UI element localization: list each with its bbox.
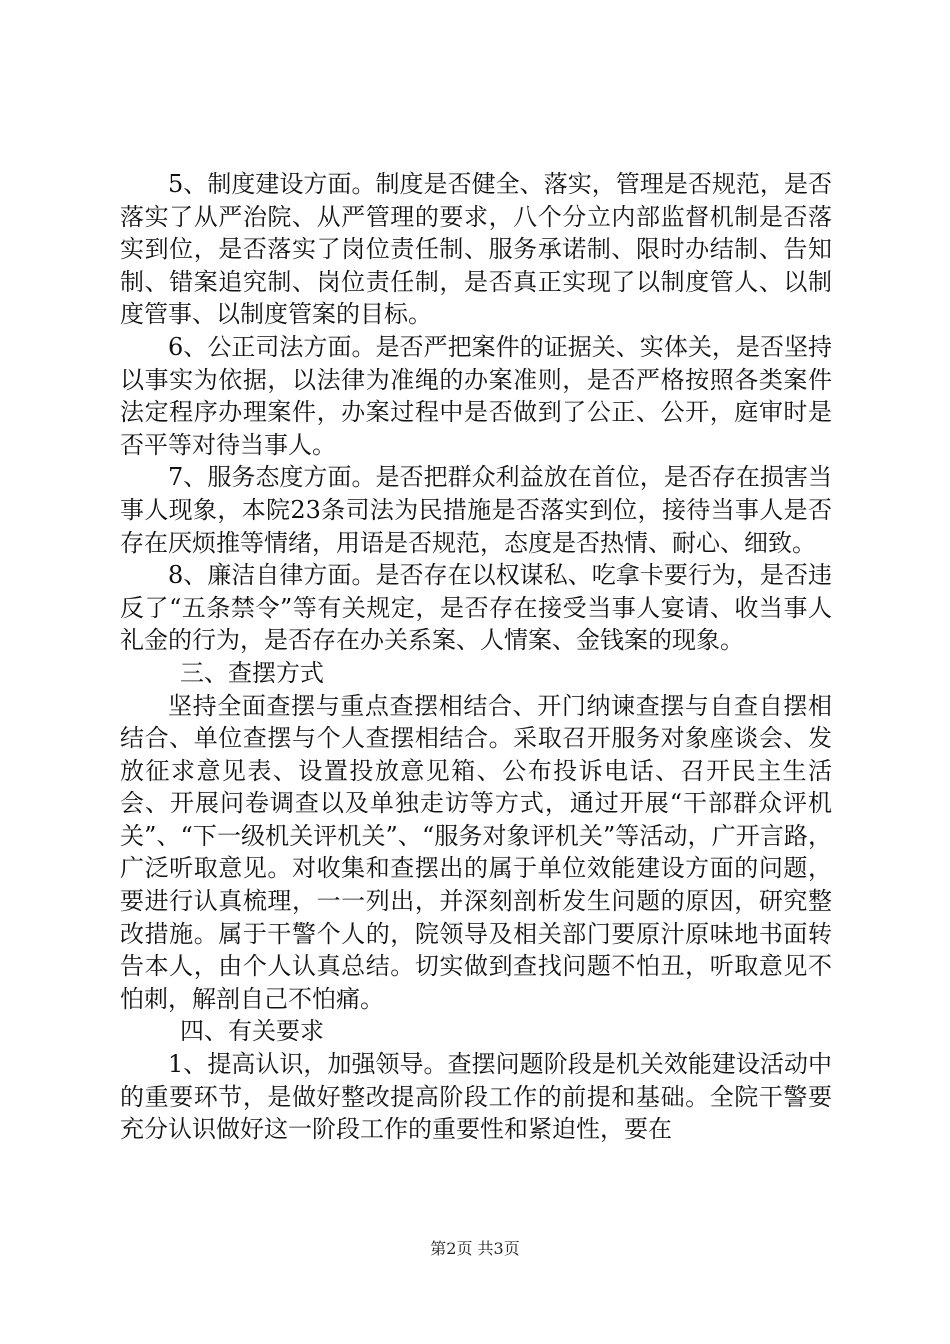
paragraph-8-integrity: 8、廉洁自律方面。是否存在以权谋私、吃拿卡要行为，是否违反了“五条禁令”等有关规定，是否存在接受当事人宴请、收当事人礼金的行为，是否存在办关系案、人情案、金钱案的现象。 bbox=[120, 561, 832, 655]
document-body bbox=[120, 168, 832, 1146]
section-heading-4: 四、有关要求 bbox=[180, 1017, 324, 1046]
paragraph-requirement-1: 1、提高认识，加强领导。查摆问题阶段是机关效能建设活动中的重要环节，是做好整改提高阶段工作的前提和基础。全院干警要充分认识做好这一阶段工作的重要性和紧迫性，要在 bbox=[120, 1050, 832, 1144]
paragraph-7-service-attitude: 7、服务态度方面。是否把群众利益放在首位，是否存在损害当事人现象，本院23条司法为民措施是否落实到位，接待当事人是否存在厌烦推等情绪，用语是否规范，态度是否热情、耐心、细致。 bbox=[120, 463, 832, 557]
paragraph-inspection-methods: 坚持全面查摆与重点查摆相结合、开门纳谏查摆与自查自摆相结合、单位查摆与个人查摆相结合。采取召开服务对象座谈会、发放征求意见表、设置投放意见箱、公布投诉电话、召开民主生活会、开展问卷调查以及单独走访等方式，通过开展“干部群众评机关”、“下一级机关评机关”、“服务对象评机关”等活动，广开言路，广泛听取意见。对收集和查摆出的属于单位效能建设方面的问题，要进行认真梳理，一一列出，并深刻剖析发生问题的原因，研究整改措施。属于干警个人的，院领导及相关部门要原汁原味地书面转告本人，由个人认真总结。切实做到查找问题不怕丑，听取意见不怕刺，解剖自己不怕痛。 bbox=[120, 691, 832, 1013]
page-footer bbox=[0, 1239, 950, 1259]
section-heading-3: 三、查摆方式 bbox=[180, 658, 324, 687]
paragraph-5-system-building: 5、制度建设方面。制度是否健全、落实，管理是否规范，是否落实了从严治院、从严管理的要求，八个分立内部监督机制是否落实到位，是否落实了岗位责任制、服务承诺制、限时办结制、告知制、错案追究制、岗位责任制，是否真正实现了以制度管人、以制度管事、以制度管案的目标。 bbox=[120, 170, 832, 329]
page-number-label: 第2页 共3页 bbox=[430, 1239, 520, 1258]
paragraph-6-fair-justice: 6、公正司法方面。是否严把案件的证据关、实体关，是否坚持以事实为依据，以法律为准绳的办案准则，是否严格按照各类案件法定程序办理案件，办案过程中是否做到了公正、公开，庭审时是否平等对待当事人。 bbox=[120, 332, 832, 459]
